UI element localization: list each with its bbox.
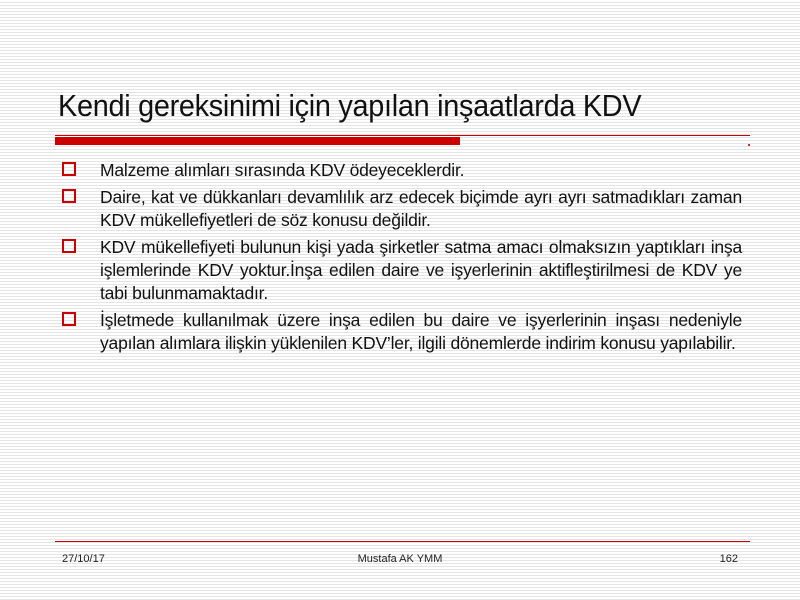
square-bullet-icon xyxy=(62,312,76,326)
bullet-item xyxy=(62,309,742,355)
square-bullet-icon xyxy=(62,239,76,253)
footer-divider xyxy=(55,541,750,542)
title-rule-end-mark xyxy=(748,144,750,146)
bullet-item xyxy=(62,159,742,182)
square-bullet-icon xyxy=(62,189,76,203)
footer-page-number: 162 xyxy=(719,553,738,565)
footer-date: 27/10/17 xyxy=(62,553,105,565)
title-underline-thin xyxy=(55,135,750,136)
title-underline-thick xyxy=(55,137,460,145)
footer-author: Mustafa AK YMM xyxy=(357,553,443,565)
bullet-list xyxy=(62,159,742,359)
bullet-item xyxy=(62,236,742,305)
bullet-text: İşletmede kullanılmak üzere inşa edilen bu daire ve işyerlerinin inşası nedeniyle yapılan alımlara ilişkin yüklenilen KDV’ler, ilgili dönemlerde indirim konusu yapılabilir. xyxy=(100,310,742,353)
bullet-text: Malzeme alımları sırasında KDV ödeyeceklerdir. xyxy=(100,160,465,180)
slide-title: Kendi gereksinimi için yapılan inşaatlarda KDV xyxy=(58,88,642,123)
bullet-item xyxy=(62,186,742,232)
bullet-text: Daire, kat ve dükkanları devamlılık arz edecek biçimde ayrı ayrı satmadıkları zaman KDV mükellefiyetleri de söz konusu değildir. xyxy=(100,187,742,230)
square-bullet-icon xyxy=(62,162,76,176)
bullet-text: KDV mükellefiyeti bulunun kişi yada şirketler satma amacı olmaksızın yaptıkları inşa işlemlerinde KDV yoktur.İnşa edilen daire ve işyerlerinin aktifleştirilmesi de KDV ye tabi bulunmamaktadır. xyxy=(100,237,742,303)
